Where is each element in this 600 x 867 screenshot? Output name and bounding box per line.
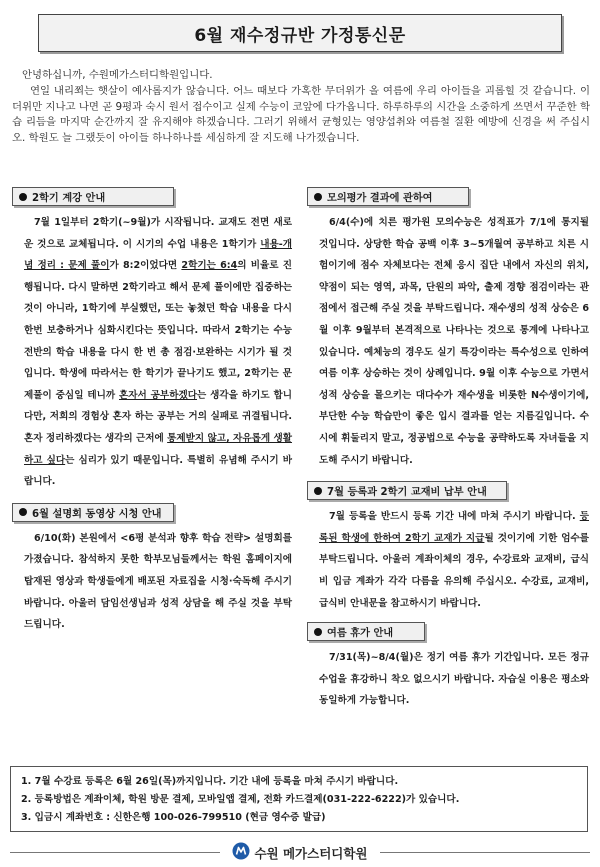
footer-divider-left: [10, 852, 220, 853]
briefing-text: 6/10(화) 본원에서 <6평 분석과 향후 학습 전략> 설명회를 가졌습니다. 참석하지 못한 학부모님들께서는 학원 홈페이지에 탑재된 영상과 학생들에게 배포된 자료집을 시청·숙독해 주시기 바랍니다. 아울러 담임선생님과 성적 상담을 해 주실 것을 부탁드립니다.: [24, 532, 292, 631]
registration-body: [305, 506, 595, 614]
intro-block: [12, 68, 590, 147]
section-heading-text: 2학기 계강 안내: [32, 193, 106, 204]
section-heading-text: 7월 등록과 2학기 교재비 납부 안내: [327, 487, 487, 499]
semester-underline-2: 2학기는 6:4: [181, 260, 238, 272]
vacation-text: 7/31(목)~8/4(월)은 정기 여름 휴가 기간입니다. 모든 정규수업을 휴강하니 착오 없으시기 바랍니다. 자습실 이용은 평소와 동일하게 가능합니다.: [319, 652, 589, 707]
bullet-icon: [314, 487, 322, 495]
bullet-icon: [19, 193, 27, 201]
academy-name: 수원 메가스터디학원: [254, 846, 368, 861]
bullet-icon: [314, 193, 322, 201]
section-heading-vacation: [307, 622, 425, 641]
intro-greeting: 안녕하십니까, 수원메가스터디학원입니다.: [22, 69, 213, 81]
section-heading-registration: [307, 481, 507, 500]
semester-underline-4: 통제받지 않고, 자유롭게 생활하고 싶다: [24, 432, 293, 466]
mock-text: 6/4(수)에 치른 평가원 모의수능은 성적표가 7/1에 통지될 것입니다. 상당한 학습 공백 이후 3~5개월여 공부하고 치른 시험이기에 점수 자체보다는 전체 응시 집단 내에서 자신의 위치, 약점이 되는 영역, 과목, 단원의 파악, 출제 경향 점검이라는 관점에서 접근해 주실 것을 부탁드립니다. 재수생의 성적 상승은 6월 이후 9월부터 본격적으로 나타나는 것으로 통계에 나타나고 있습니다. 예체능의 경우도 실기 특강이라는 특수성으로 인하여 여름 이후 상승하는 것이 상례입니다. 9월 이후 수능으로 가면서 성적 상승을 몰으키는 대다수가 재수생을 비롯한 N수생이기에, 부단한 수능 학습만이 좋은 입시 결과를 얻는 지름길입니다. 수시에 휘둘리지 말고, 정공법으로 수능을 공략하도록 자녀들을 지도해 주시기 바랍니다.: [319, 217, 589, 466]
notice-item: 2. 등록방법은 계좌이체, 학원 방문 결제, 모바일앱 결제, 전화 카드결제(031-222-6222)가 있습니다.: [21, 794, 460, 805]
semester-underline-3: 혼자서 공부하겠다: [119, 389, 198, 401]
semester-text-2: 가 8:2이었다면: [109, 260, 182, 272]
notice-item: 1. 7월 수강료 등록은 6월 26일(목)까지입니다. 기간 내에 등록을 마쳐 주시기 바랍니다.: [21, 776, 399, 787]
semester-body: [10, 212, 298, 493]
semester-text-1: 7월 1일부터 2학기(~9월)가 시작됩니다. 교재도 전면 새로운 것으로 교체됩니다. 이 시기의 수업 내용은 1학기가: [24, 217, 292, 250]
mega-logo-icon: [232, 842, 250, 864]
registration-text-1: 7월 등록을 반드시 등록 기간 내에 마쳐 주시기 바랍니다.: [329, 511, 580, 523]
semester-text-5: 는 심리가 있기 때문입니다. 특별히 유념해 주시기 바랍니다.: [24, 454, 292, 488]
registration-underline: 등록된 학생에 한하여 2학기 교재가 지급: [319, 511, 589, 544]
section-heading-text: 모의평가 결과에 관하여: [327, 193, 433, 204]
section-heading-text: 여름 휴가 안내: [327, 628, 394, 640]
bullet-icon: [314, 628, 322, 636]
semester-underline-1: 내용-개념 정리 : 문제 풀이: [24, 238, 292, 272]
semester-text-4: 는 생각을 하기도 합니다만, 저희의 경험상 혼자 하는 공부는 거의 실패로 귀결됩니다. 혼자 정리하겠다는 생각의 근저에: [24, 389, 293, 444]
mock-body: [305, 212, 595, 471]
vacation-body: [305, 647, 595, 712]
payment-notice-box: [10, 766, 588, 832]
section-heading-mock: [307, 187, 469, 206]
intro-paragraph: 연일 내리쬐는 햇살이 예사롭지가 않습니다. 어느 때보다 가혹한 무더위가 올 여름에 우리 아이들을 괴롭힐 것 같습니다. 이 더위만 지나고 나면 곧 9평과 숙시 원서 접수이고 실제 수능이 코앞에 다가옵니다. 하루하루의 시간을 소중하게 쓰면서 꾸준한 학습 리듬을 마지막 순간까지 잘 유지해야 하겠습니다. 그러기 위해서 균형있는 영양섭취와 여름철 질환 예방에 신경을 써 주십시오. 학원도 늘 그랬듯이 아이들 하나하나를 세심하게 잘 지도해 나가겠습니다.: [12, 84, 590, 145]
title-text: 6월 재수정규반 가정통신문: [194, 25, 406, 46]
section-heading-text: 6월 설명회 동영상 시청 안내: [32, 508, 162, 520]
footer-divider-right: [380, 852, 590, 853]
academy-logo: [226, 842, 373, 864]
section-heading-semester: [12, 187, 174, 206]
briefing-body: [10, 528, 298, 636]
left-column: [10, 187, 298, 636]
newsletter-title: [38, 14, 562, 52]
registration-text-2: 될 것이기에 기한 엄수를 부탁드립니다. 아울러 계좌이체의 경우, 수강료와 교재비, 급식비 입금 계좌가 각각 다름을 유의해 주십시오. 수강료, 교재비, 급식비 안내문을 참고하시기 바랍니다.: [319, 532, 590, 609]
right-column: [305, 187, 595, 712]
semester-text-3: 의 비율로 진행됩니다. 다시 말하면 2학기라고 해서 문제 풀이에만 집중하는 것이 아니라, 1학기에 부실했던, 또는 놓쳤던 학습 내용을 다시 한번 보충하거나 심화시킨다는 뜻입니다. 따라서 2학기는 수능 전반의 학습 내용을 다시 한 번 총 점검·보완하는 시기가 될 것입니다. 학생에 따라서는 한 학기가 끝나기도 했고, 2학기는 문제풀이 중심일 테니까: [24, 260, 292, 401]
notice-item: 3. 입금시 계좌번호 : 신한은행 100-026-799510 (현금 영수증 발급): [21, 812, 326, 823]
section-heading-briefing: [12, 503, 174, 522]
footer: [0, 840, 600, 866]
bullet-icon: [19, 508, 27, 516]
